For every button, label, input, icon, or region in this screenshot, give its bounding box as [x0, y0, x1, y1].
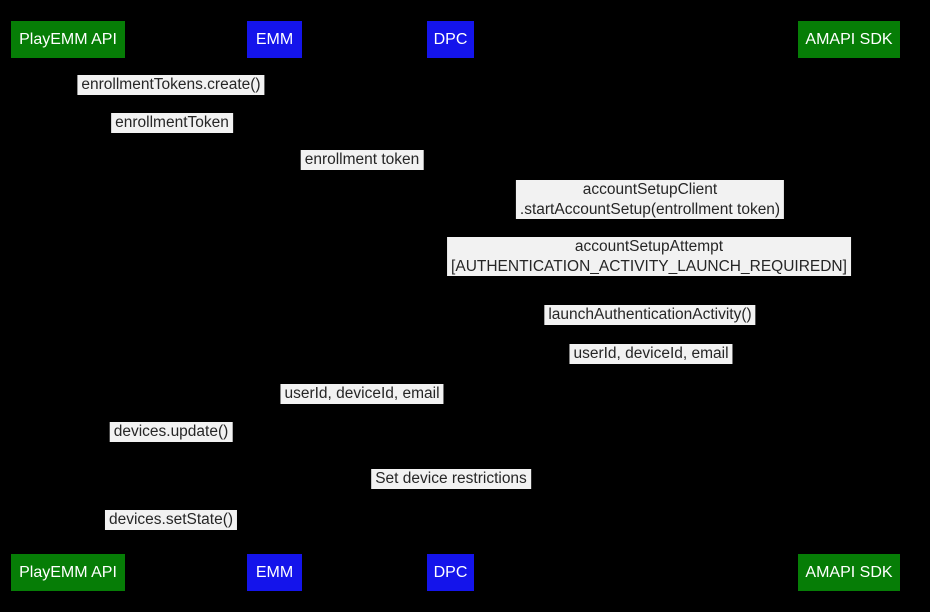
message-enrollment-token-return — [111, 113, 233, 133]
participant-emm-top: EMM — [247, 21, 302, 58]
message-line: enrollment token — [304, 151, 420, 168]
message-line: Set device restrictions — [375, 470, 527, 487]
message-set-device-restrictions — [371, 469, 531, 489]
message-line: userId, deviceId, email — [284, 385, 440, 402]
message-line: userId, deviceId, email — [573, 345, 729, 362]
message-account-setup-attempt — [447, 237, 851, 276]
message-line: enrollmentTokens.create() — [81, 76, 261, 93]
participant-playemm-api-bottom: PlayEMM API — [11, 554, 125, 591]
message-line: .startAccountSetup(entrollment token) — [519, 200, 781, 218]
message-line: accountSetupClient — [582, 181, 718, 198]
message-launch-authentication-activity — [544, 305, 755, 325]
message-line: [AUTHENTICATION_ACTIVITY_LAUNCH_REQUIREDN] — [451, 257, 847, 275]
message-devices-update — [110, 422, 233, 442]
participant-emm-bottom: EMM — [247, 554, 302, 591]
participant-amapi-sdk-bottom: AMAPI SDK — [798, 554, 900, 591]
message-userid-deviceid-email-right — [569, 344, 732, 364]
message-line: devices.update() — [113, 423, 229, 440]
participant-dpc-bottom: DPC — [427, 554, 474, 591]
participant-amapi-sdk-top: AMAPI SDK — [798, 21, 900, 58]
message-line: launchAuthenticationActivity() — [548, 306, 752, 323]
message-line: enrollmentToken — [115, 114, 229, 131]
message-devices-set-state — [105, 510, 237, 530]
message-enrollment-token — [301, 150, 424, 170]
participant-playemm-api-top: PlayEMM API — [11, 21, 125, 58]
message-line: devices.setState() — [108, 511, 234, 528]
message-enrollment-tokens-create — [77, 75, 264, 95]
participant-dpc-top: DPC — [427, 21, 474, 58]
message-line: accountSetupAttempt — [574, 238, 724, 255]
message-userid-deviceid-email-left — [280, 384, 443, 404]
message-start-account-setup — [516, 180, 784, 219]
